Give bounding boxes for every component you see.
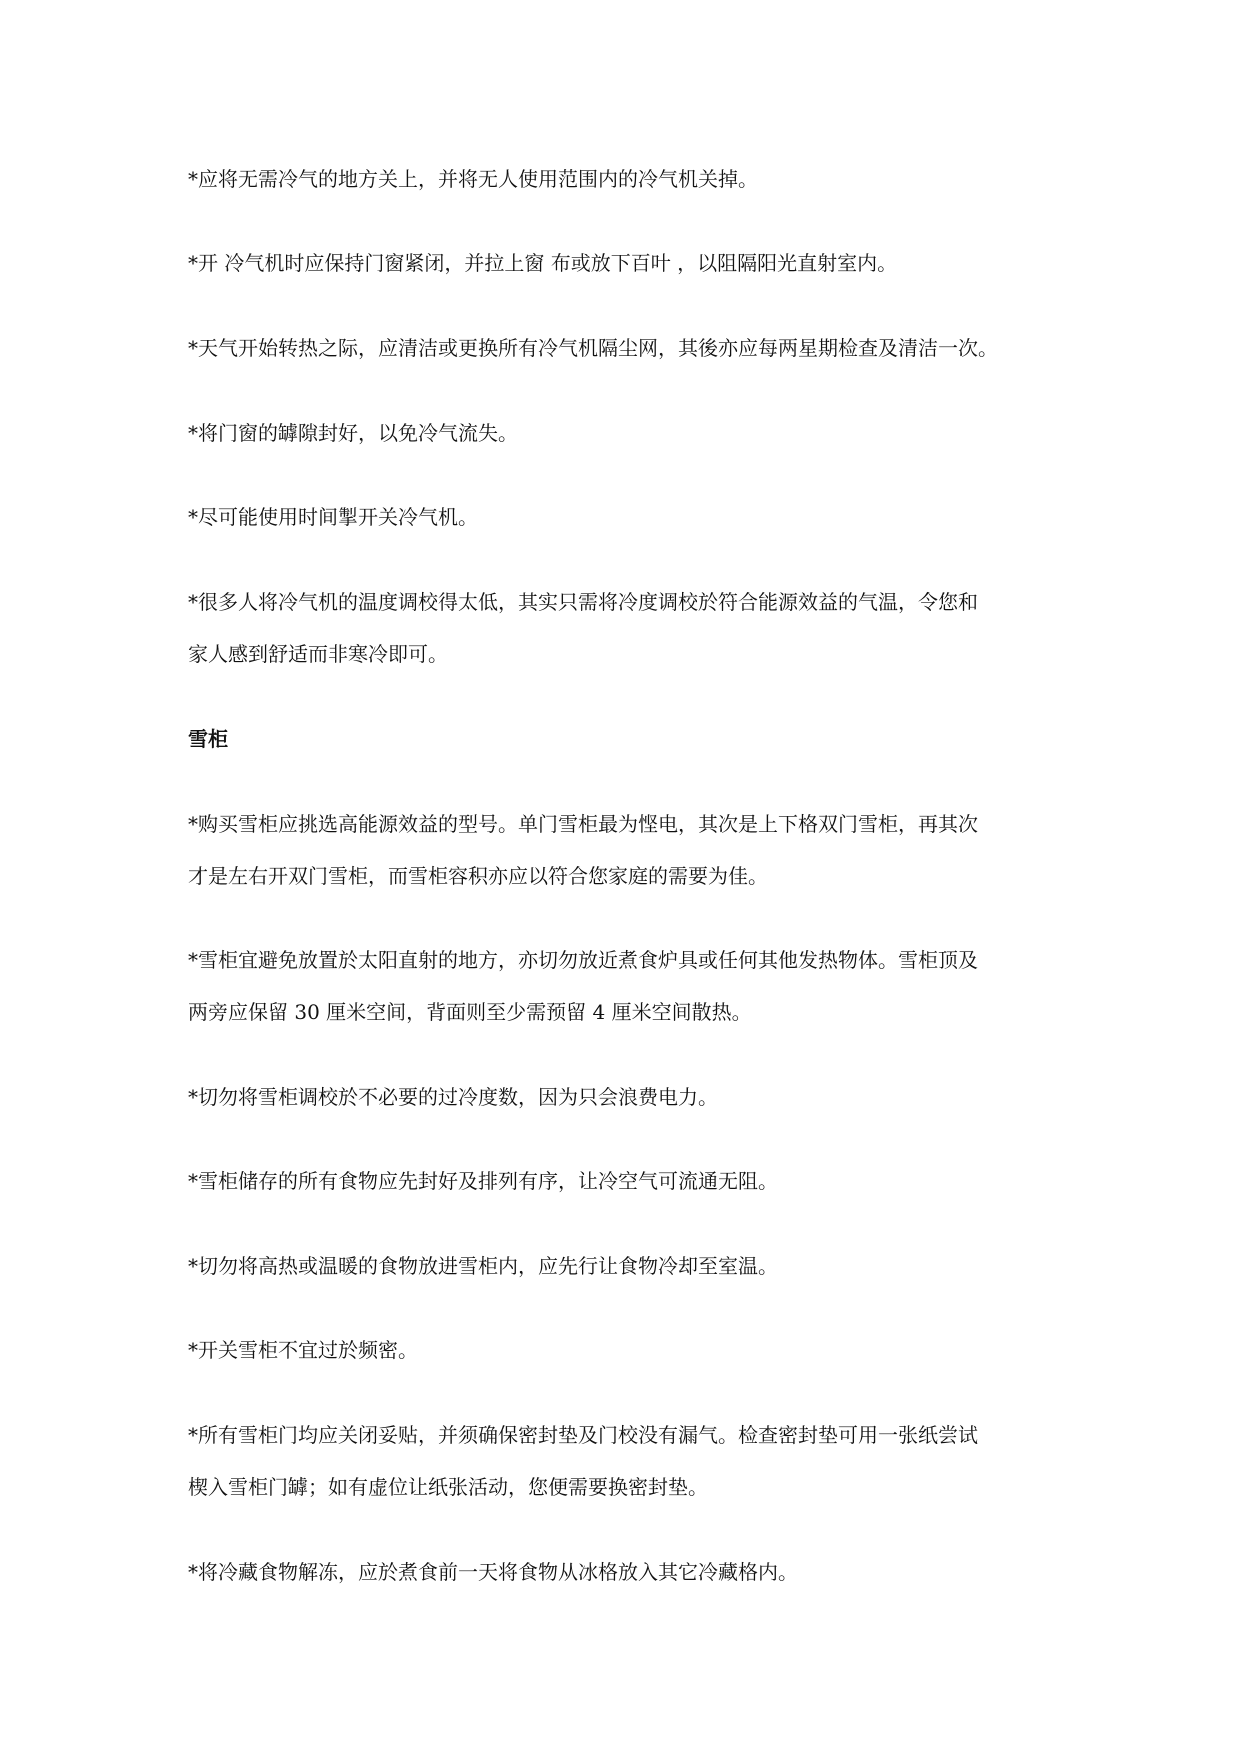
paragraph-door-frequency — [188, 1324, 1068, 1376]
paragraph-cool-food-first — [188, 1240, 1068, 1292]
paragraph-seal-food — [188, 1155, 1068, 1207]
paragraph-line: *天气开始转热之际，应清洁或更换所有冷气机隔尘网，其後亦应每两星期检查及清洁一次。 — [188, 336, 998, 360]
paragraph-line: 楔入雪柜门罅；如有虚位让纸张活动，您便需要换密封垫。 — [188, 1475, 708, 1499]
paragraph-avoid-overcooling — [188, 1071, 1068, 1123]
section-heading-refrigerator: 雪柜 — [188, 727, 228, 751]
paragraph-line: *将门窗的罅隙封好，以免冷气流失。 — [188, 421, 518, 445]
paragraph-close-unused-rooms — [188, 153, 1068, 205]
paragraph-line: 才是左右开双门雪柜，而雪柜容积亦应以符合您家庭的需要为佳。 — [188, 864, 768, 888]
paragraph-line: *雪柜宜避免放置於太阳直射的地方，亦切勿放近煮食炉具或任何其他发热物体。雪柜顶及 — [188, 948, 978, 972]
paragraph-fridge-placement — [188, 934, 1068, 1038]
paragraph-seal-gaps — [188, 407, 1068, 459]
paragraph-buy-efficient-fridge — [188, 798, 1068, 902]
paragraph-line: *购买雪柜应挑选高能源效益的型号。单门雪柜最为悭电，其次是上下格双门雪柜，再其次 — [188, 812, 978, 836]
paragraph-temperature-setting — [188, 576, 1068, 680]
paragraph-line: *开 冷气机时应保持门窗紧闭，并拉上窗 布或放下百叶 ，以阻隔阳光直射室内。 — [188, 251, 898, 275]
paragraph-line: *雪柜储存的所有食物应先封好及排列有序，让冷空气可流通无阻。 — [188, 1169, 778, 1193]
paragraph-line: *切勿将高热或温暖的食物放进雪柜内，应先行让食物冷却至室温。 — [188, 1254, 778, 1278]
paragraph-close-windows — [188, 237, 1068, 289]
paragraph-line: *将冷藏食物解冻，应於煮食前一天将食物从冰格放入其它冷藏格内。 — [188, 1560, 798, 1584]
paragraph-clean-filters — [188, 322, 1068, 374]
paragraph-line: 家人感到舒适而非寒冷即可。 — [188, 642, 448, 666]
paragraph-line: *尽可能使用时间掣开关冷气机。 — [188, 505, 478, 529]
paragraph-line: *切勿将雪柜调校於不必要的过冷度数，因为只会浪费电力。 — [188, 1085, 718, 1109]
paragraph-use-timer — [188, 491, 1068, 543]
paragraph-door-seal-check — [188, 1409, 1068, 1513]
paragraph-line: *所有雪柜门均应关闭妥贴，并须确保密封垫及门校没有漏气。检查密封垫可用一张纸尝试 — [188, 1423, 978, 1447]
paragraph-line: *应将无需冷气的地方关上，并将无人使用范围内的冷气机关掉。 — [188, 167, 758, 191]
paragraph-line: 两旁应保留 30 厘米空间，背面则至少需预留 4 厘米空间散热。 — [188, 1000, 752, 1024]
paragraph-thaw-food — [188, 1546, 1068, 1598]
paragraph-line: *很多人将冷气机的温度调校得太低，其实只需将冷度调校於符合能源效益的气温，令您和 — [188, 590, 978, 614]
paragraph-line: *开关雪柜不宜过於频密。 — [188, 1338, 418, 1362]
